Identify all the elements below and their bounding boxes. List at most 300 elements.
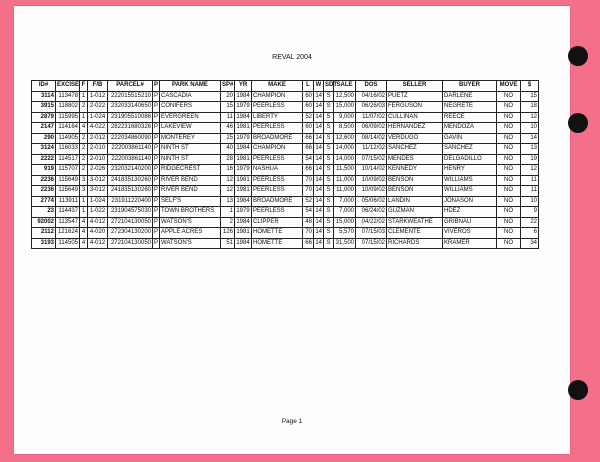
cell-fb: 3-012: [88, 175, 108, 186]
cell-sp: 12: [221, 175, 235, 186]
cell-excise: 114905: [56, 133, 80, 144]
table-row: [32, 144, 539, 155]
table-row: [32, 123, 539, 134]
cell-fb: 1-024: [88, 112, 108, 123]
cell-w: 14: [314, 112, 324, 123]
cell-id: 92002: [32, 217, 56, 228]
cell-p: P: [153, 228, 160, 239]
page-number: Page 1: [281, 418, 303, 425]
cell-w: 14: [314, 175, 324, 186]
col-header-dollar: $: [521, 81, 539, 92]
cell-dollar: 14: [521, 133, 539, 144]
cell-yr: 1979: [235, 133, 252, 144]
cell-move: NO: [497, 144, 521, 155]
cell-p: P: [153, 175, 160, 186]
cell-parcel: 222034860090: [108, 133, 153, 144]
cell-excise: 114164: [56, 123, 80, 134]
cell-excise: 115995: [56, 112, 80, 123]
cell-id: 23: [32, 207, 56, 218]
cell-yr: 1981: [235, 154, 252, 165]
binder-hole-top: [568, 46, 588, 66]
cell-parcel: 241835130260: [108, 175, 153, 186]
cell-sale: 12,500: [334, 91, 356, 102]
cell-make: BROADMORE: [252, 133, 303, 144]
cell-dollar: 12: [521, 112, 539, 123]
cell-sp: 2: [221, 217, 235, 228]
cell-id: 919: [32, 165, 56, 176]
cell-parcel: 222015515210: [108, 91, 153, 102]
cell-sale: 14,000: [334, 154, 356, 165]
binder-hole-middle: [568, 113, 588, 133]
cell-dollar: 10: [521, 123, 539, 134]
cell-id: 3915: [32, 102, 56, 113]
cell-excise: 113478: [56, 91, 80, 102]
cell-dos: 10/14/02: [356, 165, 387, 176]
cell-w: 14: [314, 133, 324, 144]
cell-park-name: SELF'S: [160, 196, 221, 207]
cell-parcel: 232032140200: [108, 165, 153, 176]
cell-move: NO: [497, 112, 521, 123]
cell-dos: 10/09/02: [356, 175, 387, 186]
cell-sp: 28: [221, 154, 235, 165]
table-row: [32, 91, 539, 102]
cell-buyer: DARLENE: [443, 91, 497, 102]
cell-seller: KENNEDY: [387, 165, 443, 176]
cell-buyer: DELGADILLO: [443, 154, 497, 165]
cell-sdt: S: [324, 133, 334, 144]
cell-seller: FERGUSON: [387, 102, 443, 113]
cell-w: 14: [314, 123, 324, 134]
cell-yr: 1981: [235, 123, 252, 134]
cell-l: 60: [303, 102, 314, 113]
cell-sale: 31,500: [334, 238, 356, 249]
cell-parcel: 222003861140: [108, 154, 153, 165]
cell-excise: 118802: [56, 102, 80, 113]
cell-parcel: 282231680326: [108, 123, 153, 134]
cell-make: BROADMORE: [252, 196, 303, 207]
table-header-row: [32, 81, 539, 92]
cell-excise: 113911: [56, 196, 80, 207]
cell-f: 2: [80, 165, 88, 176]
cell-seller: VERDUGO: [387, 133, 443, 144]
cell-fb: 4-012: [88, 217, 108, 228]
cell-make: PEERLESS: [252, 175, 303, 186]
cell-move: NO: [497, 217, 521, 228]
cell-f: 2: [80, 154, 88, 165]
cell-seller: BENSON: [387, 175, 443, 186]
cell-sp: 12: [221, 186, 235, 197]
cell-id: 3114: [32, 91, 56, 102]
cell-fb: 2-012: [88, 133, 108, 144]
col-header-w: W: [314, 81, 324, 92]
col-header-dos: DOS: [356, 81, 387, 92]
cell-p: P: [153, 207, 160, 218]
cell-park-name: TOWN BROTHERS: [160, 207, 221, 218]
cell-seller: STARKWEATHE: [387, 217, 443, 228]
cell-sp: 13: [221, 196, 235, 207]
cell-move: NO: [497, 154, 521, 165]
cell-park-name: RIDGECREST: [160, 165, 221, 176]
cell-buyer: VIVEROS: [443, 228, 497, 239]
cell-move: NO: [497, 196, 521, 207]
cell-f: 3: [80, 175, 88, 186]
cell-fb: 4-022: [88, 123, 108, 134]
cell-id: 2112: [32, 228, 56, 239]
cell-sdt: S: [324, 91, 334, 102]
cell-make: HOMETTE: [252, 238, 303, 249]
cell-sale: 15,000: [334, 217, 356, 228]
cell-seller: CLEMENTE: [387, 228, 443, 239]
cell-sdt: S: [324, 154, 334, 165]
cell-p: P: [153, 165, 160, 176]
cell-p: P: [153, 217, 160, 228]
cell-l: 66: [303, 144, 314, 155]
cell-f: 4: [80, 238, 88, 249]
cell-f: 4: [80, 123, 88, 134]
cell-fb: 2-026: [88, 165, 108, 176]
cell-sale: 7,000: [334, 196, 356, 207]
cell-move: NO: [497, 175, 521, 186]
cell-dollar: 10: [521, 196, 539, 207]
cell-f: 4: [80, 228, 88, 239]
cell-park-name: RIVER BEND: [160, 186, 221, 197]
cell-sdt: S: [324, 112, 334, 123]
cell-park-name: WATSON'S: [160, 238, 221, 249]
cell-parcel: 231905510086: [108, 112, 153, 123]
table-row: [32, 196, 539, 207]
cell-l: 70: [303, 186, 314, 197]
binder-hole-bottom: [568, 380, 588, 400]
cell-seller: RICHARDS: [387, 238, 443, 249]
cell-make: PEERLESS: [252, 207, 303, 218]
cell-move: NO: [497, 165, 521, 176]
col-header-make: MAKE: [252, 81, 303, 92]
cell-yr: 1981: [235, 186, 252, 197]
cell-dos: 07/15/03: [356, 228, 387, 239]
cell-seller: MENDES: [387, 154, 443, 165]
cell-buyer: REECE: [443, 112, 497, 123]
cell-sdt: S: [324, 165, 334, 176]
cell-sale: 7,000: [334, 207, 356, 218]
cell-yr: 1984: [235, 112, 252, 123]
cell-id: 2222: [32, 154, 56, 165]
cell-sdt: S: [324, 175, 334, 186]
cell-w: 14: [314, 102, 324, 113]
cell-fb: 2-022: [88, 102, 108, 113]
cell-yr: 1984: [235, 238, 252, 249]
table-row: [32, 238, 539, 249]
cell-dos: 11/12/02: [356, 144, 387, 155]
cell-l: 70: [303, 175, 314, 186]
col-header-excise: EXCISE: [56, 81, 80, 92]
cell-make: CHAMPION: [252, 91, 303, 102]
cell-excise: 114437: [56, 207, 80, 218]
cell-sdt: S: [324, 228, 334, 239]
cell-buyer: HDEZ: [443, 207, 497, 218]
cell-fb: 3-012: [88, 186, 108, 197]
cell-dollar: 9: [521, 207, 539, 218]
cell-move: NO: [497, 207, 521, 218]
cell-seller: CULLINAN: [387, 112, 443, 123]
cell-excise: 116033: [56, 144, 80, 155]
cell-sdt: S: [324, 207, 334, 218]
col-header-yr: YR: [235, 81, 252, 92]
cell-seller: HERNANDEZ: [387, 123, 443, 134]
cell-fb: 1-022: [88, 207, 108, 218]
table-row: [32, 186, 539, 197]
table-row: [32, 217, 539, 228]
table-row: [32, 102, 539, 113]
cell-make: CHAMPION: [252, 144, 303, 155]
cell-dollar: 6: [521, 228, 539, 239]
cell-w: 14: [314, 228, 324, 239]
cell-sale: 5,570: [334, 228, 356, 239]
col-header-buyer: BUYER: [443, 81, 497, 92]
cell-p: P: [153, 196, 160, 207]
cell-w: 14: [314, 91, 324, 102]
cell-park-name: LAKEVIEW: [160, 123, 221, 134]
cell-l: 60: [303, 91, 314, 102]
cell-sp: 25: [221, 133, 235, 144]
cell-make: CLIPPER: [252, 217, 303, 228]
cell-f: 1: [80, 112, 88, 123]
cell-f: 4: [80, 217, 88, 228]
cell-sp: 126: [221, 228, 235, 239]
col-header-sale: SALE: [334, 81, 356, 92]
cell-w: 14: [314, 144, 324, 155]
cell-seller: BENSON: [387, 186, 443, 197]
cell-p: P: [153, 144, 160, 155]
cell-parcel: 231904575030: [108, 207, 153, 218]
cell-make: PEERLESS: [252, 102, 303, 113]
cell-buyer: MENDOZA: [443, 123, 497, 134]
cell-yr: 1979: [235, 165, 252, 176]
table-row: [32, 112, 539, 123]
cell-yr: 1984: [235, 144, 252, 155]
table-row: [32, 228, 539, 239]
cell-l: 66: [303, 238, 314, 249]
cell-p: P: [153, 123, 160, 134]
cell-sdt: S: [324, 217, 334, 228]
cell-sp: 15: [221, 102, 235, 113]
table-body: [32, 91, 539, 249]
cell-park-name: CASCADIA: [160, 91, 221, 102]
cell-park-name: EVERGREEN: [160, 112, 221, 123]
cell-buyer: HENRY: [443, 165, 497, 176]
cell-fb: 4-012: [88, 238, 108, 249]
cell-parcel: 231911220400: [108, 196, 153, 207]
cell-l: 66: [303, 165, 314, 176]
cell-yr: 1984: [235, 217, 252, 228]
cell-f: 3: [80, 186, 88, 197]
cell-parcel: 272104130050: [108, 217, 153, 228]
cell-f: 2: [80, 133, 88, 144]
cell-f: 1: [80, 196, 88, 207]
cell-excise: 115649: [56, 186, 80, 197]
cell-excise: 121624: [56, 228, 80, 239]
cell-f: 2: [80, 144, 88, 155]
cell-dos: 05/06/02: [356, 196, 387, 207]
cell-park-name: APPLE ACRES: [160, 228, 221, 239]
table-row: [32, 165, 539, 176]
col-header-move: MOVE: [497, 81, 521, 92]
cell-buyer: WILLIAMS: [443, 175, 497, 186]
cell-buyer: GRIBNAU: [443, 217, 497, 228]
col-header-p: P: [153, 81, 160, 92]
cell-w: 14: [314, 196, 324, 207]
cell-w: 14: [314, 154, 324, 165]
cell-yr: 1984: [235, 196, 252, 207]
cell-w: 14: [314, 207, 324, 218]
cell-excise: 113547: [56, 217, 80, 228]
cell-sdt: S: [324, 186, 334, 197]
cell-dollar: 34: [521, 238, 539, 249]
cell-f: 2: [80, 102, 88, 113]
cell-id: 2236: [32, 186, 56, 197]
cell-sp: 46: [221, 123, 235, 134]
cell-sale: 11,500: [334, 165, 356, 176]
reval-table: [31, 80, 539, 249]
cell-move: NO: [497, 91, 521, 102]
cell-yr: 1981: [235, 175, 252, 186]
cell-f: 1: [80, 207, 88, 218]
cell-make: LIBERTY: [252, 112, 303, 123]
cell-sale: 14,000: [334, 144, 356, 155]
cell-parcel: 222003861140: [108, 144, 153, 155]
cell-dos: 08/14/02: [356, 133, 387, 144]
cell-sale: 8,500: [334, 123, 356, 134]
cell-sp: 51: [221, 238, 235, 249]
cell-sp: 11: [221, 112, 235, 123]
cell-dos: 10/09/02: [356, 186, 387, 197]
cell-sale: 9,000: [334, 112, 356, 123]
cell-dollar: 18: [521, 102, 539, 113]
cell-dos: 11/07/02: [356, 112, 387, 123]
col-header-park-name: PARK NAME: [160, 81, 221, 92]
cell-id: 2236: [32, 175, 56, 186]
col-header-id: ID#: [32, 81, 56, 92]
cell-excise: 114517: [56, 154, 80, 165]
cell-buyer: NEGRETE: [443, 102, 497, 113]
cell-l: 66: [303, 133, 314, 144]
table-row: [32, 175, 539, 186]
cell-w: 14: [314, 217, 324, 228]
cell-dos: 04/16/02: [356, 91, 387, 102]
cell-l: 52: [303, 112, 314, 123]
col-header-seller: SELLER: [387, 81, 443, 92]
cell-l: 48: [303, 217, 314, 228]
cell-make: PEERLESS: [252, 154, 303, 165]
cell-sp: 40: [221, 144, 235, 155]
cell-id: 3124: [32, 144, 56, 155]
cell-parcel: 272304130200: [108, 228, 153, 239]
cell-sdt: S: [324, 238, 334, 249]
cell-make: PEERLESS: [252, 186, 303, 197]
cell-p: P: [153, 133, 160, 144]
cell-park-name: RIVER BEND: [160, 175, 221, 186]
cell-sale: 15,000: [334, 102, 356, 113]
cell-sale: 12,600: [334, 133, 356, 144]
cell-seller: SANCHEZ: [387, 144, 443, 155]
table-row: [32, 154, 539, 165]
cell-move: NO: [497, 228, 521, 239]
cell-park-name: CONIFERS: [160, 102, 221, 113]
cell-sdt: S: [324, 102, 334, 113]
col-header-parcel: PARCEL#: [108, 81, 153, 92]
cell-sale: 11,000: [334, 186, 356, 197]
cell-seller: PUETZ: [387, 91, 443, 102]
cell-dos: 07/15/02: [356, 238, 387, 249]
cell-dollar: 15: [521, 91, 539, 102]
cell-fb: 4-020: [88, 228, 108, 239]
col-header-l: L: [303, 81, 314, 92]
cell-id: 2879: [32, 112, 56, 123]
cell-park-name: MONTEREY: [160, 133, 221, 144]
cell-excise: 115707: [56, 165, 80, 176]
cell-p: P: [153, 102, 160, 113]
cell-buyer: SANCHEZ: [443, 144, 497, 155]
cell-fb: 1-012: [88, 91, 108, 102]
table-row: [32, 207, 539, 218]
cell-excise: 114505: [56, 238, 80, 249]
cell-move: NO: [497, 133, 521, 144]
cell-l: 54: [303, 207, 314, 218]
cell-make: HOMETTE: [252, 228, 303, 239]
cell-id: 2774: [32, 196, 56, 207]
cell-parcel: 272104130050: [108, 238, 153, 249]
cell-p: P: [153, 112, 160, 123]
cell-make: PEERLESS: [252, 123, 303, 134]
cell-buyer: WILLIAMS: [443, 186, 497, 197]
cell-dollar: 13: [521, 144, 539, 155]
cell-f: 1: [80, 91, 88, 102]
cell-move: NO: [497, 102, 521, 113]
cell-dollar: 22: [521, 217, 539, 228]
cell-buyer: KRAMER: [443, 238, 497, 249]
cell-dollar: 11: [521, 175, 539, 186]
cell-w: 14: [314, 165, 324, 176]
col-header-f: F: [80, 81, 88, 92]
cell-id: 3193: [32, 238, 56, 249]
cell-p: P: [153, 154, 160, 165]
cell-parcel: 241835130260: [108, 186, 153, 197]
cell-yr: 1984: [235, 91, 252, 102]
cell-yr: 1979: [235, 207, 252, 218]
cell-w: 14: [314, 186, 324, 197]
cell-park-name: WATSON'S: [160, 217, 221, 228]
cell-p: P: [153, 186, 160, 197]
cell-l: 70: [303, 228, 314, 239]
col-header-sdt: SDT: [324, 81, 334, 92]
cell-fb: 2-010: [88, 144, 108, 155]
cell-dos: 06/26/03: [356, 102, 387, 113]
cell-dos: 06/09/02: [356, 123, 387, 134]
cell-dos: 04/22/02: [356, 217, 387, 228]
cell-sp: 16: [221, 165, 235, 176]
cell-buyer: GAVIN: [443, 133, 497, 144]
cell-dollar: 12: [521, 165, 539, 176]
col-header-fb: F/B: [88, 81, 108, 92]
cell-fb: 2-010: [88, 154, 108, 165]
cell-id: 290: [32, 133, 56, 144]
cell-l: 52: [303, 196, 314, 207]
cell-l: 60: [303, 123, 314, 134]
cell-yr: 1981: [235, 228, 252, 239]
cell-l: 54: [303, 154, 314, 165]
document-title: REVAL 2004: [272, 54, 312, 61]
cell-id: 2147: [32, 123, 56, 134]
cell-sdt: S: [324, 196, 334, 207]
